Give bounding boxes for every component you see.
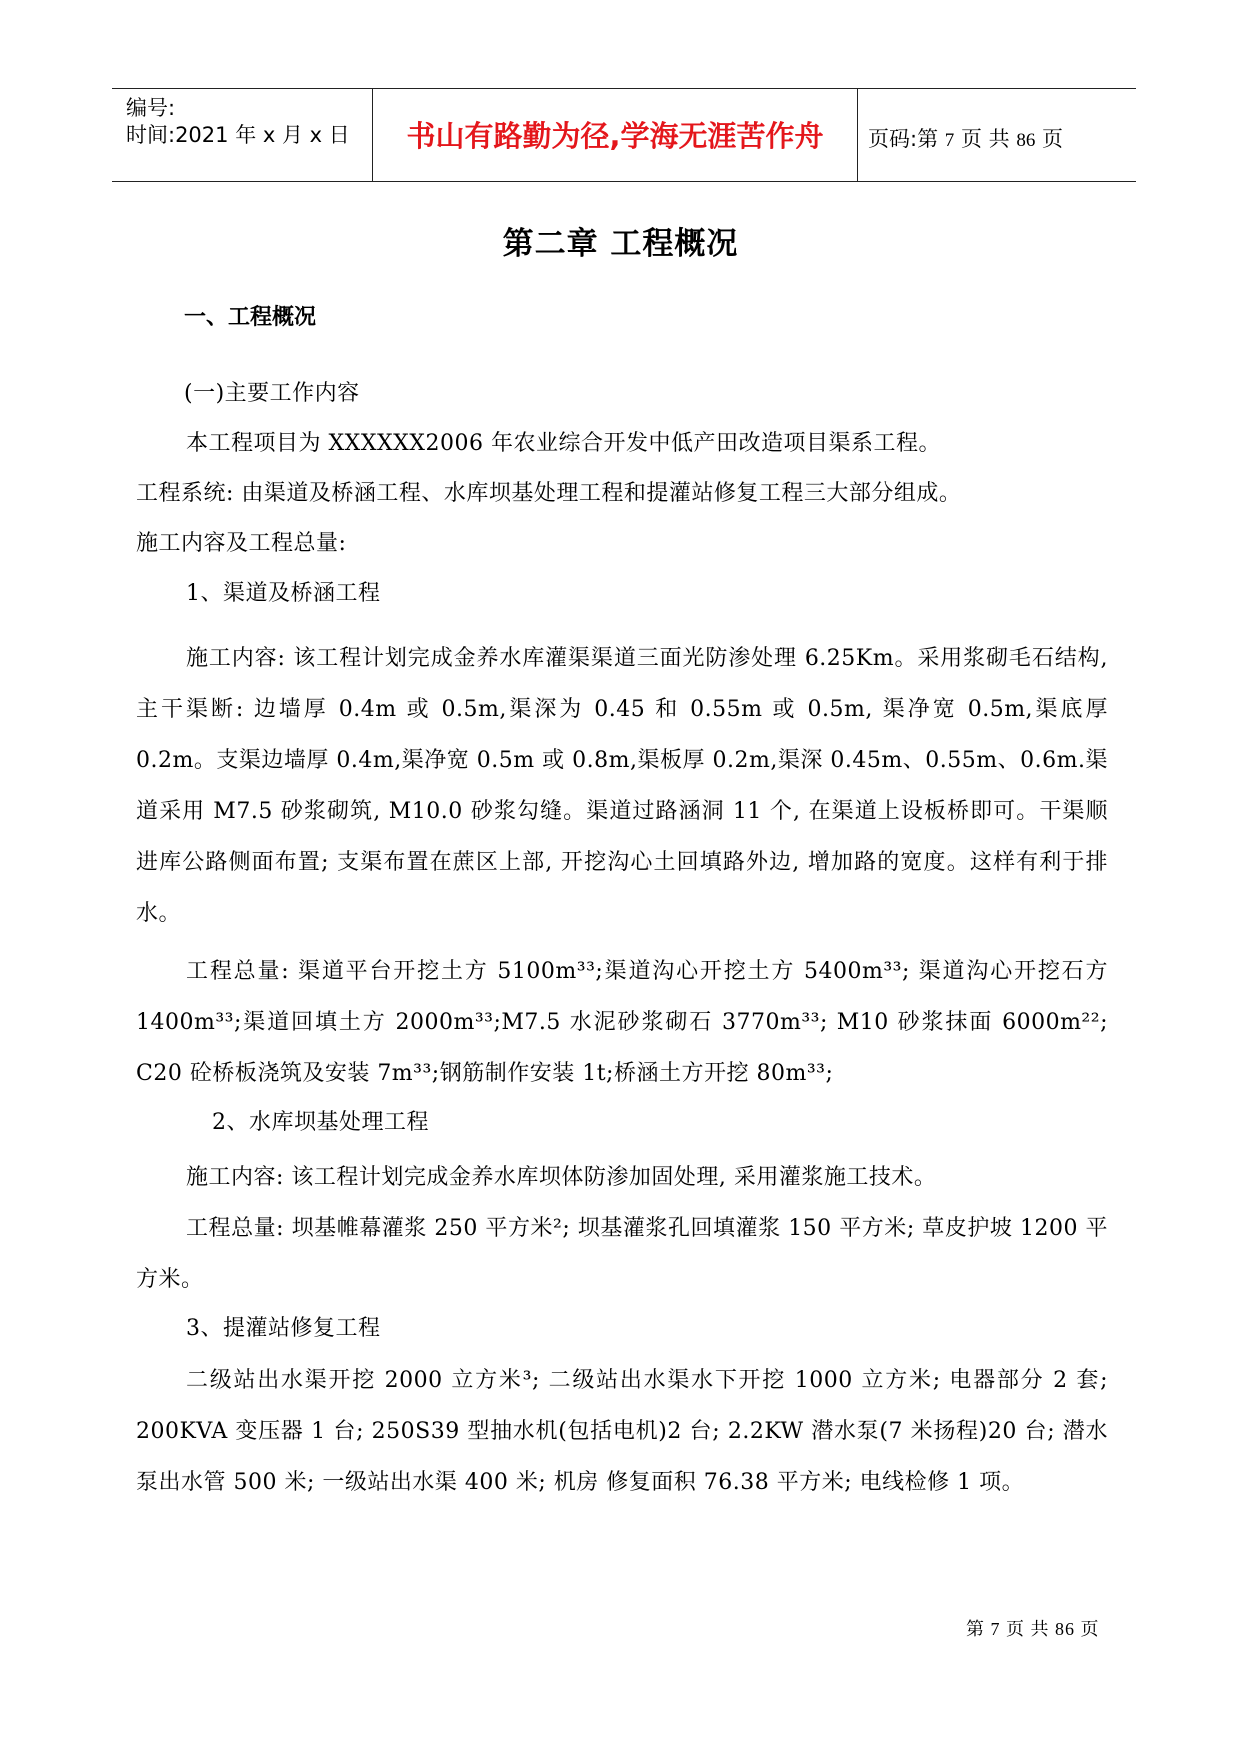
code-label: 编号: [126, 96, 176, 120]
header-motto: 书山有路勤为径,学海无涯苦作舟 [372, 88, 858, 181]
paragraph-reservoir-quantity: 工程总量: 坝基帷幕灌浆 250 平方米²; 坝基灌浆孔回填灌浆 150 平方米; 草皮护坡 1200 平方米。 [136, 1216, 1108, 1292]
paragraph-pump-station: 二级站出水渠开挖 2000 立方米³; 二级站出水渠水下开挖 1000 立方米; 电器部分 2 套; 200KVA 变压器 1 台; 250S39 型抽水机(包括电机)2 台; 2.2KW 潜水泵(7 米扬程)20 台; 潜水泵出水管 500 米; 一级站出水渠 400 米; 机房 修复面积 76.38 平方米; 电线检修 1 项。 [136, 1368, 1108, 1495]
page-suffix: 页 [1042, 127, 1064, 151]
section-title: 一、工程概况 [184, 305, 317, 330]
page-footer: 第 7 页 共 86 页 [966, 1619, 1100, 1639]
heading-reservoir: 2、水库坝基处理工程 [212, 1110, 429, 1135]
page-prefix: 页码:第 [868, 127, 939, 151]
heading-pump-station: 3、提灌站修复工程 [186, 1316, 381, 1341]
page-number: 7 [944, 130, 955, 151]
paragraph-canal-quantity: 工程总量: 渠道平台开挖土方 5100m³³;渠道沟心开挖土方 5400m³³; 渠道沟心开挖石方 1400m³³;渠道回填土方 2000m³³;M7.5 水泥砂浆砌石 3770m³³; M10 砂浆抹面 6000m²²; C20 砼桥板浇筑及安装 7m³³;钢筋制作安装 1t;桥涵土方开挖 80m³³; [136, 959, 1108, 1086]
document-header [112, 88, 1136, 182]
paragraph-scope-label: 施工内容及工程总量: [136, 531, 347, 556]
chapter-title: 第二章 工程概况 [502, 226, 739, 262]
date-text: 时间:2021 年 x 月 x 日 [126, 123, 350, 147]
paragraph-project: 本工程项目为 XXXXXX2006 年农业综合开发中低产田改造项目渠系工程。 [186, 431, 941, 456]
page-mid: 页 共 [960, 127, 1010, 151]
subsection-heading: (一)主要工作内容 [184, 381, 360, 406]
paragraph-canal-content: 施工内容: 该工程计划完成金养水库灌渠渠道三面光防渗处理 6.25Km。采用浆砌毛石结构, 主干渠断: 边墙厚 0.4m 或 0.5m,渠深为 0.45 和 0.55m 或 0.5m, 渠净宽 0.5m,渠底厚 0.2m。支渠边墙厚 0.4m,渠净宽 0.5m 或 0.8m,渠板厚 0.2m,渠深 0.45m、0.55m、0.6m.渠道采用 M7.5 砂浆砌筑, M10.0 砂浆勾缝。渠道过路涵洞 11 个, 在渠道上设板桥即可。干渠顺进库公路侧面布置; 支渠布置在蔗区上部, 开挖沟心土回填路外边, 增加路的宽度。这样有利于排水。 [136, 646, 1108, 926]
header-page-indicator [868, 123, 1063, 153]
heading-canal: 1、渠道及桥涵工程 [186, 581, 381, 606]
paragraph-system: 工程系统: 由渠道及桥涵工程、水库坝基处理工程和提灌站修复工程三大部分组成。 [136, 481, 962, 506]
header-meta [126, 95, 350, 149]
page-total: 86 [1016, 130, 1036, 151]
paragraph-reservoir-content: 施工内容: 该工程计划完成金养水库坝体防渗加固处理, 采用灌浆施工技术。 [186, 1165, 937, 1190]
